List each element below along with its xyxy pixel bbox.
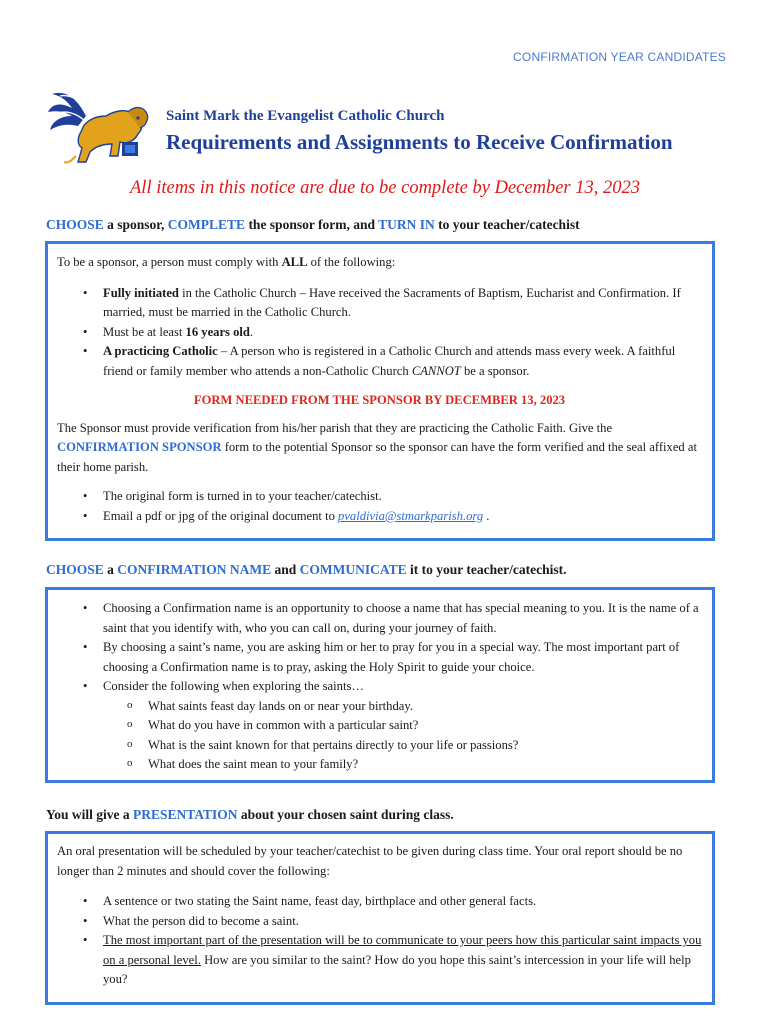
- list-item: • Choosing a Confirmation name is an opportunity to choose a name that has special meaning to you. It is the name of a saint that you identify with, who you can call on, during your journey of faith.: [57, 599, 702, 638]
- heading-text: and: [271, 562, 300, 577]
- presentation-intro: An oral presentation will be scheduled by your teacher/catechist to be given during class time. Your oral report should be no longer than 2 minutes and should cover the following:: [57, 844, 683, 878]
- item-text: Email a pdf or jpg of the original document to: [103, 508, 339, 523]
- requirements-list: [57, 284, 702, 382]
- keyword-presentation: PRESENTATION: [133, 807, 238, 822]
- item-text: – A person who is registered in a Catholic Church and attends mass every week. A faithful friend or family member who attends a non-Catholic Church: [103, 344, 676, 378]
- confirmation-name-list: [57, 599, 702, 697]
- church-name: Saint Mark the Evangelist Catholic Church: [166, 108, 445, 124]
- item-text: .: [249, 324, 254, 339]
- list-item: [57, 507, 702, 527]
- page-title: Requirements and Assignments to Receive Confirmation: [166, 130, 673, 154]
- due-notice: All items in this notice are due to be complete by December 13, 2023: [130, 178, 640, 198]
- intro-bold: ALL: [281, 255, 308, 269]
- sponsor-intro: [57, 253, 702, 273]
- document-tag: CONFIRMATION YEAR CANDIDATES: [513, 50, 726, 64]
- verify-text: form to the potential Sponsor so the sponsor can have the form verified and the seal affixed at their home parish.: [57, 440, 697, 474]
- item-bold: Fully initiated: [103, 285, 179, 300]
- list-item: • The original form is turned in to your teacher/catechist.: [57, 487, 702, 507]
- section-3-heading: [46, 807, 454, 823]
- intro-text: To be a sponsor, a person must comply with: [57, 255, 282, 269]
- item-text: in the Catholic Church – Have received the Sacraments of Baptism, Eucharist and Confirmation. If married, must be married in the Catholic Church.: [103, 285, 681, 319]
- item-underlined: The most important part of the presentation will be to communicate to your peers how this particular saint impacts you on a personal level.: [103, 933, 702, 967]
- form-needed-notice: FORM NEEDED FROM THE SPONSOR BY DECEMBER 13, 2023: [193, 393, 566, 407]
- list-item: • Consider the following when exploring the saints…: [57, 677, 702, 697]
- item-bold: 16 years old: [185, 324, 250, 339]
- keyword-confirmation-name: CONFIRMATION NAME: [117, 562, 272, 577]
- list-item: [57, 284, 702, 323]
- keyword-complete: COMPLETE: [167, 217, 246, 232]
- item-italic: CANNOT: [411, 363, 461, 378]
- list-item: o What is the saint known for that pertains directly to your life or passions?: [57, 736, 702, 756]
- list-item: [57, 342, 702, 381]
- item-bold: A practicing Catholic: [103, 344, 218, 358]
- heading-text: a: [103, 562, 118, 577]
- list-item: [57, 323, 702, 343]
- list-item: • By choosing a saint’s name, you are asking him or her to pray for you in a special way. The most important part of choosing a Confirmation name is to pray, asking the Holy Spirit to guide your choice.: [57, 638, 702, 677]
- verification-text: [57, 419, 702, 478]
- keyword-communicate: COMMUNICATE: [299, 562, 407, 577]
- sponsor-form-keyword: CONFIRMATION SPONSOR: [57, 440, 222, 454]
- winged-lion-logo-icon: [46, 86, 158, 166]
- sponsor-requirements-box: [45, 241, 715, 541]
- keyword-turn-in: TURN IN: [378, 217, 435, 232]
- heading-text: a sponsor,: [103, 217, 168, 232]
- presentation-list: [57, 892, 702, 990]
- item-text: How are you similar to the saint? How do you hope this saint’s intercession in your life will help you?: [103, 952, 691, 986]
- heading-text: the sponsor form, and: [245, 217, 379, 232]
- heading-text: about your chosen saint during class.: [237, 807, 454, 822]
- saint-questions-list: [57, 697, 702, 775]
- item-text: Must be at least: [103, 324, 186, 339]
- intro-text: of the following:: [307, 255, 396, 269]
- list-item: o What saints feast day lands on or near your birthday.: [57, 697, 702, 717]
- list-item: o What does the saint mean to your family?: [57, 755, 702, 775]
- section-1-heading: [46, 217, 580, 233]
- item-text: .: [483, 508, 490, 523]
- list-item: o What do you have in common with a particular saint?: [57, 716, 702, 736]
- presentation-box: [45, 831, 715, 1005]
- confirmation-name-box: [45, 587, 715, 783]
- list-item: [57, 931, 702, 990]
- heading-text: to your teacher/catechist: [434, 217, 580, 232]
- list-item: • What the person did to become a saint.: [57, 912, 702, 932]
- keyword-choose: CHOOSE: [46, 217, 104, 232]
- section-2-heading: [46, 562, 567, 578]
- verify-text: The Sponsor must provide verification from his/her parish that they are practicing the Catholic Faith. Give the: [57, 420, 613, 435]
- turn-in-list: [57, 487, 702, 526]
- list-item: • A sentence or two stating the Saint name, feast day, birthplace and other general facts.: [57, 892, 702, 912]
- heading-text: You will give a: [46, 807, 134, 822]
- keyword-choose: CHOOSE: [46, 562, 104, 577]
- heading-text: it to your teacher/catechist.: [406, 562, 567, 577]
- email-link[interactable]: pvaldivia@stmarkparish.org: [338, 508, 484, 523]
- item-text: be a sponsor.: [460, 363, 530, 378]
